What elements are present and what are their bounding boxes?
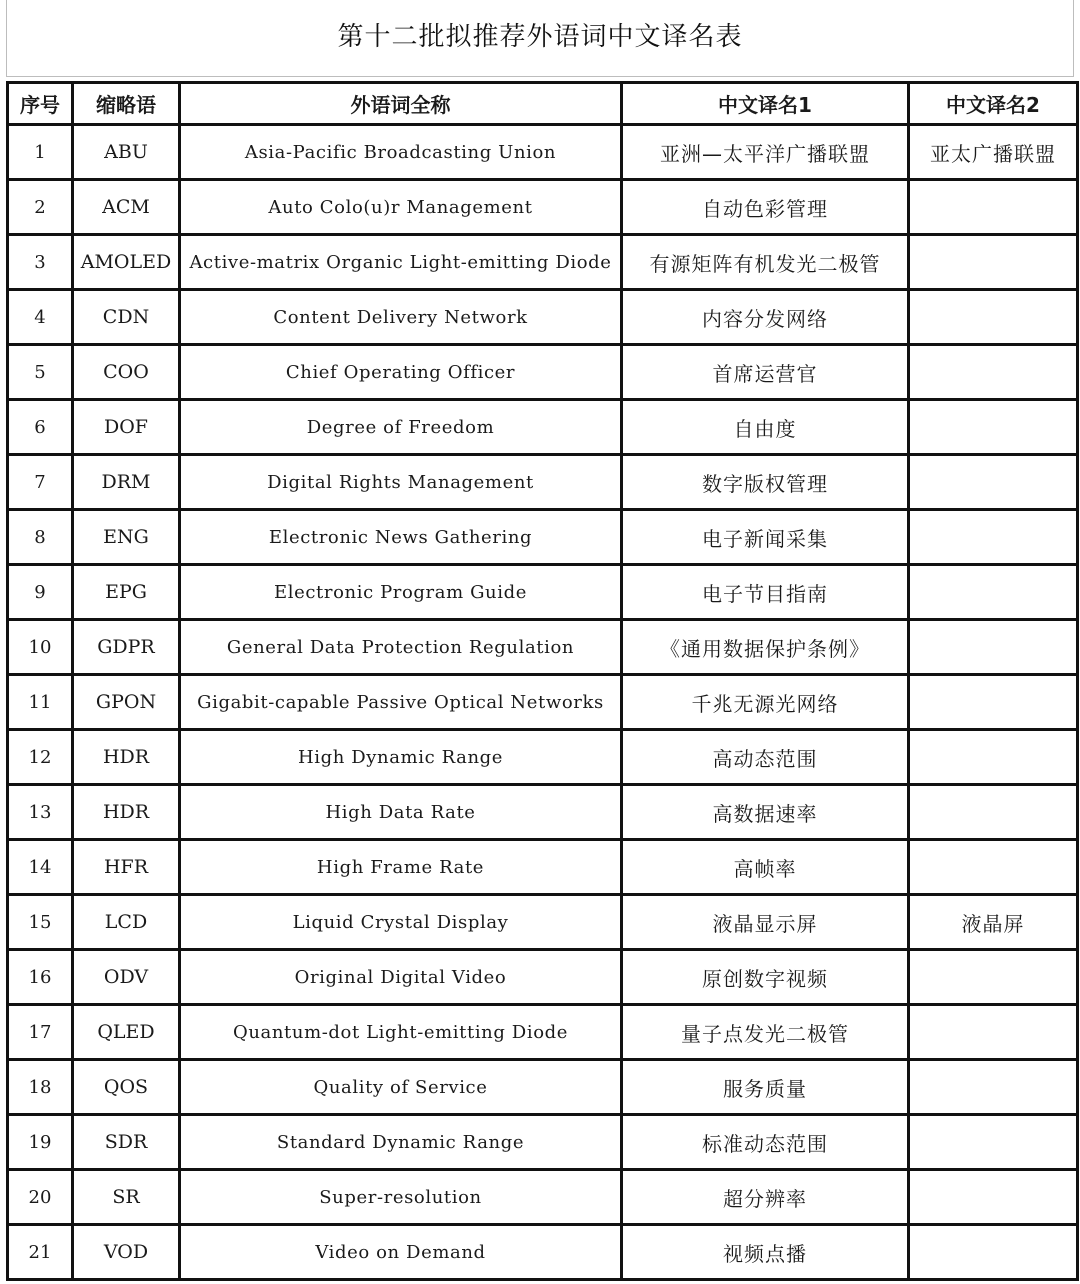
cell-chinese-name-1: 首席运营官 (622, 345, 909, 400)
cell-index: 9 (8, 565, 73, 620)
cell-chinese-name-1: 标准动态范围 (622, 1115, 909, 1170)
table-row (8, 785, 1078, 840)
cell-chinese-name-1: 量子点发光二极管 (622, 1005, 909, 1060)
cell-chinese-name-2 (909, 180, 1078, 235)
cell-chinese-name-2 (909, 1115, 1078, 1170)
header-chinese-name-2: 中文译名2 (909, 83, 1078, 125)
cell-abbr: LCD (73, 895, 180, 950)
cell-abbr: ABU (73, 125, 180, 180)
cell-index: 17 (8, 1005, 73, 1060)
cell-full-name: Quality of Service (180, 1060, 622, 1115)
cell-full-name: Standard Dynamic Range (180, 1115, 622, 1170)
cell-chinese-name-2 (909, 840, 1078, 895)
cell-index: 18 (8, 1060, 73, 1115)
cell-abbr: QLED (73, 1005, 180, 1060)
cell-full-name: Chief Operating Officer (180, 345, 622, 400)
table-row (8, 1225, 1078, 1280)
table-row (8, 840, 1078, 895)
cell-index: 8 (8, 510, 73, 565)
cell-full-name: High Frame Rate (180, 840, 622, 895)
table-row (8, 895, 1078, 950)
table-row (8, 675, 1078, 730)
table-row (8, 290, 1078, 345)
cell-index: 14 (8, 840, 73, 895)
cell-index: 16 (8, 950, 73, 1005)
cell-index: 3 (8, 235, 73, 290)
header-index: 序号 (8, 83, 73, 125)
cell-chinese-name-2: 液晶屏 (909, 895, 1078, 950)
cell-full-name: High Data Rate (180, 785, 622, 840)
table-row (8, 730, 1078, 785)
table-row (8, 1060, 1078, 1115)
table-row (8, 950, 1078, 1005)
cell-index: 11 (8, 675, 73, 730)
cell-chinese-name-2 (909, 675, 1078, 730)
header-full-name: 外语词全称 (180, 83, 622, 125)
header-chinese-name-1: 中文译名1 (622, 83, 909, 125)
table-row (8, 455, 1078, 510)
cell-full-name: Digital Rights Management (180, 455, 622, 510)
cell-chinese-name-1: 内容分发网络 (622, 290, 909, 345)
cell-abbr: DRM (73, 455, 180, 510)
cell-full-name: Electronic Program Guide (180, 565, 622, 620)
table-row (8, 510, 1078, 565)
cell-full-name: Video on Demand (180, 1225, 622, 1280)
cell-chinese-name-2 (909, 455, 1078, 510)
cell-index: 12 (8, 730, 73, 785)
cell-abbr: HDR (73, 730, 180, 785)
cell-abbr: GDPR (73, 620, 180, 675)
glossary-table (6, 81, 1079, 1281)
cell-chinese-name-2 (909, 345, 1078, 400)
title-bar (6, 0, 1074, 77)
cell-chinese-name-1: 电子新闻采集 (622, 510, 909, 565)
cell-index: 13 (8, 785, 73, 840)
table-row (8, 620, 1078, 675)
cell-abbr: EPG (73, 565, 180, 620)
cell-chinese-name-1: 液晶显示屏 (622, 895, 909, 950)
cell-chinese-name-2 (909, 1225, 1078, 1280)
cell-full-name: Super-resolution (180, 1170, 622, 1225)
page-title: 第十二批拟推荐外语词中文译名表 (337, 21, 743, 52)
cell-abbr: HFR (73, 840, 180, 895)
table-row (8, 180, 1078, 235)
cell-full-name: Degree of Freedom (180, 400, 622, 455)
cell-abbr: ENG (73, 510, 180, 565)
cell-abbr: CDN (73, 290, 180, 345)
cell-full-name: Auto Colo(u)r Management (180, 180, 622, 235)
cell-chinese-name-1: 有源矩阵有机发光二极管 (622, 235, 909, 290)
cell-abbr: ACM (73, 180, 180, 235)
cell-abbr: VOD (73, 1225, 180, 1280)
table-row (8, 400, 1078, 455)
header-abbr: 缩略语 (73, 83, 180, 125)
cell-index: 2 (8, 180, 73, 235)
cell-chinese-name-1: 亚洲—太平洋广播联盟 (622, 125, 909, 180)
cell-chinese-name-2 (909, 1060, 1078, 1115)
cell-abbr: DOF (73, 400, 180, 455)
cell-abbr: HDR (73, 785, 180, 840)
cell-chinese-name-1: 电子节目指南 (622, 565, 909, 620)
cell-chinese-name-2 (909, 950, 1078, 1005)
cell-abbr: QOS (73, 1060, 180, 1115)
cell-full-name: Active-matrix Organic Light-emitting Diode (180, 235, 622, 290)
cell-chinese-name-2 (909, 290, 1078, 345)
cell-chinese-name-1: 视频点播 (622, 1225, 909, 1280)
cell-chinese-name-1: 服务质量 (622, 1060, 909, 1115)
cell-abbr: SDR (73, 1115, 180, 1170)
cell-chinese-name-2 (909, 1170, 1078, 1225)
cell-index: 1 (8, 125, 73, 180)
cell-index: 6 (8, 400, 73, 455)
cell-chinese-name-2 (909, 565, 1078, 620)
cell-chinese-name-1: 自由度 (622, 400, 909, 455)
cell-chinese-name-1: 数字版权管理 (622, 455, 909, 510)
table-body (8, 125, 1078, 1280)
table-row (8, 1115, 1078, 1170)
cell-chinese-name-1: 原创数字视频 (622, 950, 909, 1005)
cell-abbr: AMOLED (73, 235, 180, 290)
cell-index: 21 (8, 1225, 73, 1280)
cell-index: 4 (8, 290, 73, 345)
cell-full-name: Original Digital Video (180, 950, 622, 1005)
cell-index: 15 (8, 895, 73, 950)
cell-chinese-name-2 (909, 620, 1078, 675)
cell-chinese-name-1: 高数据速率 (622, 785, 909, 840)
cell-index: 19 (8, 1115, 73, 1170)
cell-chinese-name-2 (909, 400, 1078, 455)
table-row (8, 345, 1078, 400)
cell-chinese-name-2 (909, 785, 1078, 840)
cell-abbr: SR (73, 1170, 180, 1225)
cell-index: 20 (8, 1170, 73, 1225)
cell-full-name: General Data Protection Regulation (180, 620, 622, 675)
cell-chinese-name-2 (909, 510, 1078, 565)
cell-chinese-name-1: 超分辨率 (622, 1170, 909, 1225)
cell-abbr: GPON (73, 675, 180, 730)
cell-chinese-name-1: 《通用数据保护条例》 (622, 620, 909, 675)
cell-full-name: Content Delivery Network (180, 290, 622, 345)
cell-full-name: Gigabit-capable Passive Optical Networks (180, 675, 622, 730)
cell-chinese-name-2 (909, 730, 1078, 785)
cell-index: 10 (8, 620, 73, 675)
table-row (8, 1005, 1078, 1060)
cell-chinese-name-2 (909, 1005, 1078, 1060)
cell-chinese-name-1: 千兆无源光网络 (622, 675, 909, 730)
table-row (8, 235, 1078, 290)
cell-full-name: Electronic News Gathering (180, 510, 622, 565)
cell-chinese-name-2: 亚太广播联盟 (909, 125, 1078, 180)
cell-full-name: Quantum-dot Light-emitting Diode (180, 1005, 622, 1060)
header-row (8, 83, 1078, 125)
cell-full-name: Asia-Pacific Broadcasting Union (180, 125, 622, 180)
table-row (8, 125, 1078, 180)
cell-abbr: COO (73, 345, 180, 400)
cell-chinese-name-1: 自动色彩管理 (622, 180, 909, 235)
cell-full-name: High Dynamic Range (180, 730, 622, 785)
cell-abbr: ODV (73, 950, 180, 1005)
cell-index: 5 (8, 345, 73, 400)
cell-chinese-name-2 (909, 235, 1078, 290)
cell-chinese-name-1: 高动态范围 (622, 730, 909, 785)
table-row (8, 565, 1078, 620)
table-row (8, 1170, 1078, 1225)
cell-chinese-name-1: 高帧率 (622, 840, 909, 895)
cell-full-name: Liquid Crystal Display (180, 895, 622, 950)
cell-index: 7 (8, 455, 73, 510)
